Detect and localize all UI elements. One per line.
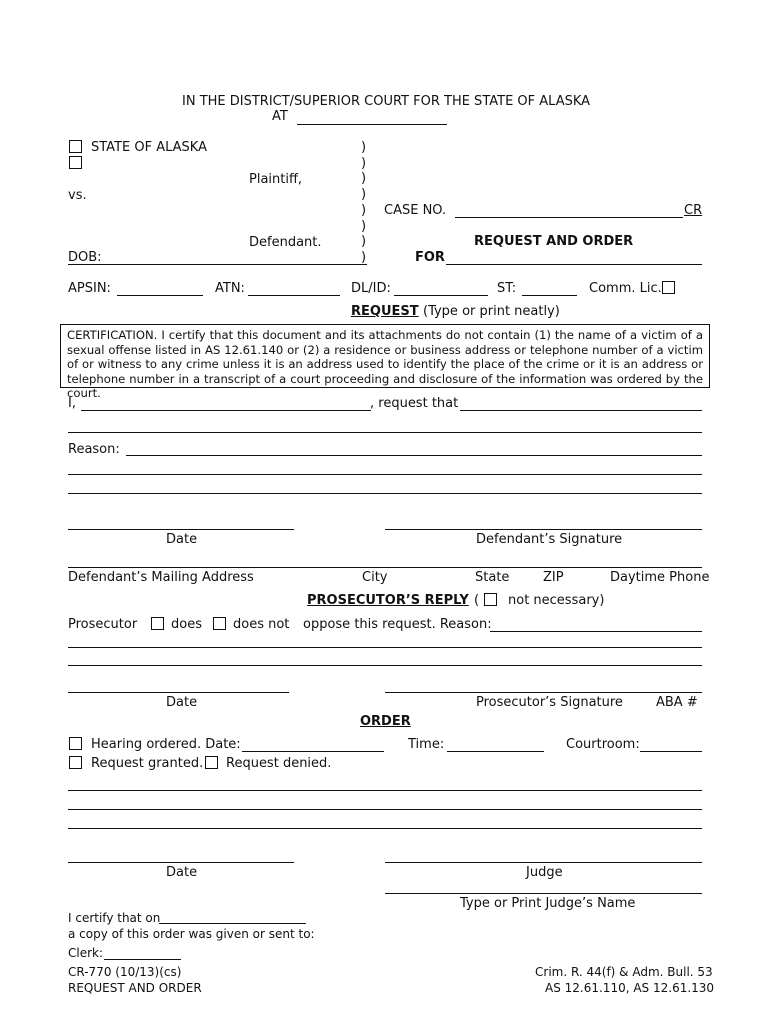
dlid-label: DL/ID: [351,281,391,296]
reason-field-2[interactable] [68,474,702,475]
at-location-field[interactable] [297,124,447,125]
request-and-order-title: REQUEST AND ORDER [474,234,634,249]
request-that-field[interactable] [460,410,702,411]
clerk-field[interactable] [104,959,181,960]
judge-label: Judge [526,865,563,880]
not-necessary-label: not necessary) [508,593,605,608]
atn-label: ATN: [215,281,245,296]
courtroom-field[interactable] [640,751,702,752]
requester-name-field[interactable] [81,410,371,411]
prosecutor-reason-field-2[interactable] [68,647,702,648]
order-line-2[interactable] [68,809,702,810]
case-no-label: CASE NO. [384,203,447,218]
rule-reference: Crim. R. 44(f) & Adm. Bull. 53 [535,965,713,979]
for-field[interactable] [446,264,702,265]
hearing-date-field[interactable] [242,751,384,752]
request-date-field[interactable] [68,529,294,530]
statute-reference: AS 12.61.110, AS 12.61.130 [545,981,715,995]
city-label: City [362,570,388,585]
prosecutor-signature-field[interactable] [385,692,702,693]
not-necessary-checkbox[interactable] [484,593,497,606]
order-date-label: Date [166,865,198,880]
apsin-label: APSIN: [68,281,111,296]
request-heading: REQUEST [351,304,419,319]
apsin-field[interactable] [117,295,203,296]
caption-parens: ) ) ) ) ) ) ) ) [361,140,367,265]
dob-label: DOB: [68,250,102,265]
for-label: FOR [415,250,445,265]
order-line-1[interactable] [68,790,702,791]
st-field[interactable] [522,295,577,296]
request-subheading: (Type or print neatly) [423,304,560,319]
prosecutor-date-field[interactable] [68,692,289,693]
defendant-signature-field[interactable] [385,529,702,530]
aba-label: ABA # [656,695,698,710]
comm-lic-label: Comm. Lic. [589,281,662,296]
prosecutor-date-label: Date [166,695,198,710]
daytime-phone-label: Daytime Phone [610,570,710,585]
mailing-address-field[interactable] [68,567,702,568]
courtroom-label: Courtroom: [566,737,640,752]
time-label: Time: [408,737,445,752]
copy-sent-label: a copy of this order was given or sent to: [68,927,315,941]
prosecutor-signature-label: Prosecutor’s Signature [476,695,623,710]
dob-field[interactable] [68,264,367,265]
judge-signature-field[interactable] [385,862,702,863]
case-cr-suffix: CR [684,203,703,218]
request-date-label: Date [166,532,198,547]
prosecutor-reason-field-1[interactable] [490,631,702,632]
judge-name-label: Type or Print Judge’s Name [460,896,636,911]
court-title: IN THE DISTRICT/SUPERIOR COURT FOR THE STATE OF ALASKA [182,94,591,109]
request-granted-checkbox[interactable] [69,756,82,769]
st-label: ST: [497,281,517,296]
state-of-alaska-checkbox[interactable] [69,140,82,153]
request-denied-label: Request denied. [226,756,332,771]
order-heading: ORDER [360,714,411,729]
request-denied-checkbox[interactable] [205,756,218,769]
does-label: does [171,617,202,632]
prosecutor-reply-heading: PROSECUTOR’S REPLY [307,593,469,608]
clerk-label: Clerk: [68,946,104,960]
defendant-label: Defendant. [249,235,322,250]
request-granted-label: Request granted. [91,756,204,771]
open-paren: ( [474,593,480,608]
hearing-time-field[interactable] [447,751,544,752]
prosecutor-reason-field-3[interactable] [68,665,702,666]
at-label: AT [272,109,288,124]
request-line-2[interactable] [68,432,702,433]
other-plaintiff-checkbox[interactable] [69,156,82,169]
order-line-3[interactable] [68,828,702,829]
i-label: I, [68,396,76,411]
certification-box [60,324,710,400]
form-number: CR-770 (10/13)(cs) [68,965,182,979]
reason-field-3[interactable] [68,493,702,494]
hearing-ordered-label: Hearing ordered. Date: [91,737,241,752]
does-not-checkbox[interactable] [213,617,226,630]
does-not-label: does not [233,617,290,632]
oppose-label: oppose this request. Reason: [303,617,492,632]
reason-label: Reason: [68,442,120,457]
judge-name-field[interactable] [385,893,702,894]
certify-on-label: I certify that on [68,911,161,925]
state-of-alaska-label: STATE OF ALASKA [91,140,207,155]
dlid-field[interactable] [394,295,488,296]
plaintiff-label: Plaintiff, [249,172,303,187]
case-no-field[interactable] [455,217,683,218]
order-date-field[interactable] [68,862,294,863]
comm-lic-checkbox[interactable] [662,281,675,294]
certify-date-field[interactable] [159,923,306,924]
prosecutor-label: Prosecutor [68,617,138,632]
state-label: State [475,570,510,585]
request-that-label: , request that [370,396,459,411]
reason-field-1[interactable] [126,455,702,456]
vs-label: vs. [68,188,87,203]
defendant-signature-label: Defendant’s Signature [476,532,623,547]
zip-label: ZIP [543,570,564,585]
certification-text: CERTIFICATION. I certify that this document and its attachments do not contain (1) the name of a victim of a sexual offense listed in AS 12.61.140 or (2) a residence or business address or telephone number of a victim of or witness to any crime unless it is an address used to identify the place of the crime or it is an address or telephone number in a transcript of a court proceeding and disclosure of the information was ordered by the court. [67,328,703,400]
hearing-ordered-checkbox[interactable] [69,737,82,750]
atn-field[interactable] [248,295,340,296]
mailing-address-label: Defendant’s Mailing Address [68,570,254,585]
does-checkbox[interactable] [151,617,164,630]
form-title: REQUEST AND ORDER [68,981,202,995]
